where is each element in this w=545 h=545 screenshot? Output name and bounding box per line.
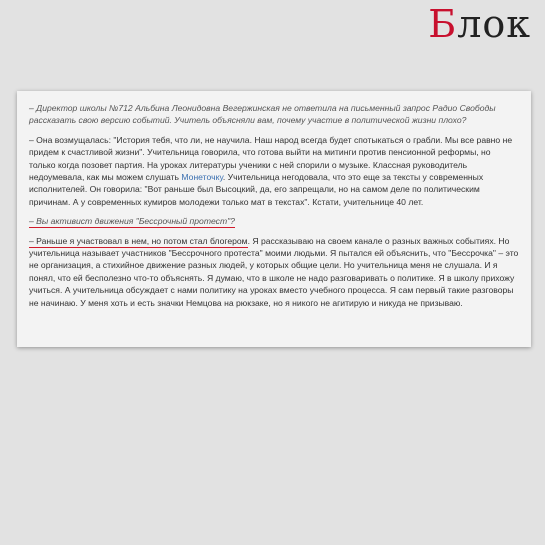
answer-2-highlight: – Раньше я участвовал в нем, но потом стал блогером <box>29 235 248 246</box>
answer-1 <box>29 134 519 208</box>
answer-1-text-end: . Учительница негодовала, что это еще за тексты у современных исполнителей. Он говорила: "Вот раньше был Высоцкий, да, его запрещали, но на самом деле по политическим причинам. А у современных кумиров молодежи только мат в текстах". Кстати, учительнице 40 лет. <box>29 172 484 207</box>
answer-1-text: – Она возмущалась: "История тебя, что ли, не научила. Наш народ всегда будет спотыкаться о грабли. Мы все равно не придем к счастливой жизни". Учительница говорила, что готова выйти на митинги против пенсионной реформы, но только когда позовет партия. На уроках литературы ученики с ней спорили о музыке. Классная руководитель недоумевала, как мы можем слушать <box>29 134 513 183</box>
question-1: – Директор школы №712 Альбина Леонидовна Вегержинская не ответила на письменный запрос Радио Свободы рассказать свою версию событий. Учитель объясняли вам, почему участие в политической жизни плохо? <box>29 103 496 126</box>
article-excerpt <box>17 91 531 347</box>
question-2 <box>29 215 519 227</box>
blok-logo: Блок <box>428 2 531 46</box>
answer-2 <box>29 235 519 309</box>
monetochka-link[interactable]: Монеточку <box>181 172 223 183</box>
answer-2-text: . Я рассказываю на своем канале о разных важных событиях. Но учительница называет участников "Бессрочного протеста" моими людьми. Я пытался ей объяснить, что "Бессрочка" – это не организация, а стихийное движение разных людей, у которых общие цели. Но учительница меня не слушала. И я понял, что ей бесполезно что-то объяснять. Я думаю, что в школе не надо разговаривать о политике. Я в школу прихожу учиться. А учительница обсуждает с нами политику на уроках вместо учебного процесса. Я сам первый такие разговоры не начинаю. У меня хоть и есть значки Немцова на рюкзаке, но я никого не агитирую и никуда не призываю. <box>29 235 519 308</box>
question-2-text: – Вы активист движения "Бессрочный протест"? <box>29 216 235 227</box>
